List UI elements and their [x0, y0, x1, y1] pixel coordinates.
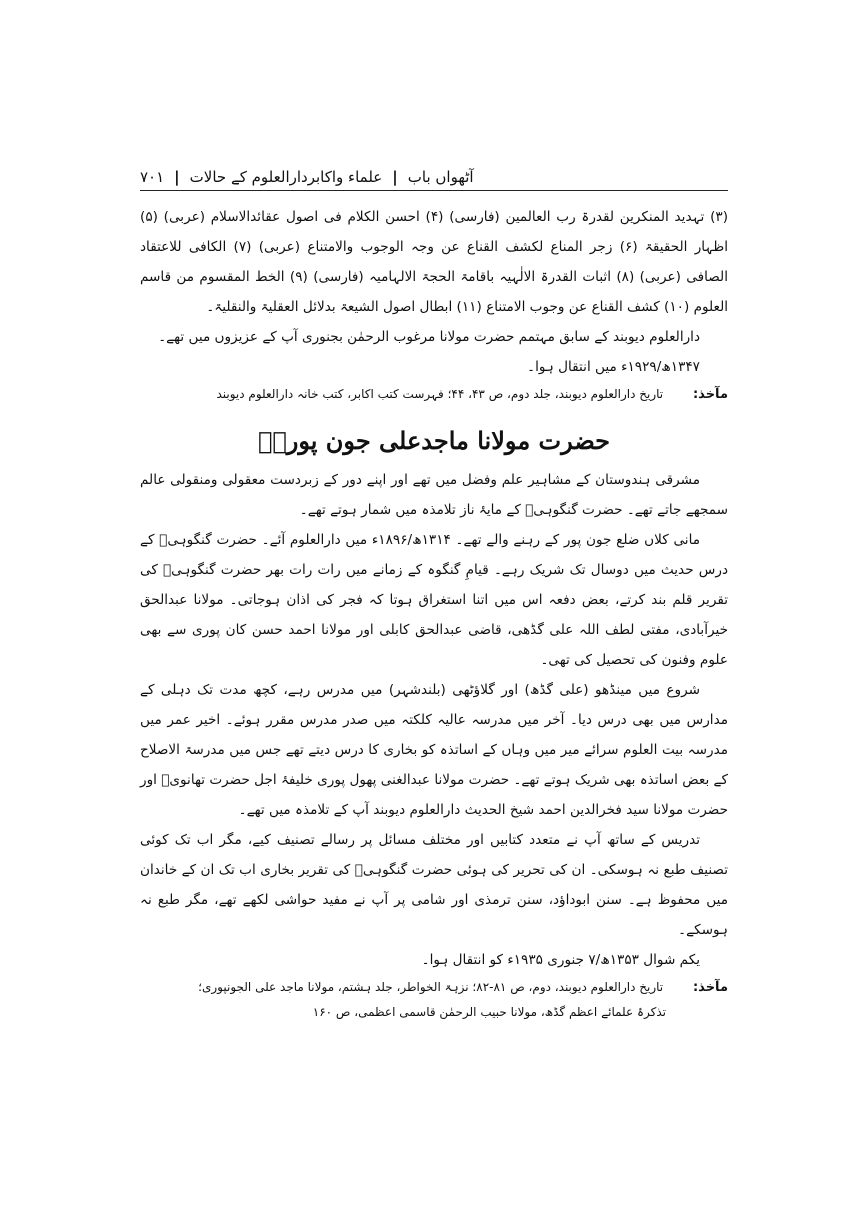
page-number: ۷۰۱: [140, 168, 165, 186]
works-list: (۳) تہدید المنکرین لقدرۃ رب العالمین (فارسی) (۴) احسن الکلام فی اصول عقائدالاسلام (عربی) (۵) اظہار الحقیقۃ (۶) زجر المناع لکشف القناع عن وجہ الوجوب والامتناع (عربی) (۷) الکافی للاعتقاد الصافی (عربی) (۸) اثبات القدرۃ الالٰہیہ باقامۃ الحجۃ الالہامیہ (فارسی) (۹) الخط المقسوم من قاسم العلوم (۱۰) کشف القناع عن وجوب الامتناع (۱۱) ابطال اصول الشیعۃ بدلائل العقلیۃ والنقلیۃ۔: [140, 209, 729, 315]
chapter-title: آٹھواں باب: [407, 168, 474, 186]
section-title: علماء واکابردارالعلوم کے حالات: [189, 168, 383, 186]
source-text: تاریخ دارالعلوم دیوبند، جلد دوم، ص ۴۳، ۴۴؛ فہرست کتب اکابر، کتب خانہ دارالعلوم دیوبند: [216, 387, 664, 401]
source-label: مآخذ:: [692, 387, 728, 402]
header-separator: |: [174, 168, 180, 186]
source-text: تاریخ دارالعلوم دیوبند، دوم، ص ۸۱-۸۲؛ نزہۃ الخواطر، جلد ہشتم، مولانا ماجد علی الجونپوری؛: [198, 980, 664, 994]
biography-paragraph: مشرقی ہندوستان کے مشاہیر علم وفضل میں تھے اور اپنے دور کے زبردست معقولی ومنقولی عالم سمجھے جاتے تھے۔ حضرت گنگوہیؒ کے مایۂ ناز تلامذہ میں شمار ہوتے تھے۔: [140, 472, 728, 518]
header-separator: |: [392, 168, 398, 186]
running-header: [140, 152, 728, 186]
source-note-continued: تذکرۂ علمائے اعظم گڈھ، مولانا حبیب الرحمٰن قاسمی اعظمی، ص ۱۶۰: [312, 1005, 666, 1019]
biography-paragraph: مانی کلاں ضلع جون پور کے رہنے والے تھے۔ ۱۳۱۴ھ/۱۸۹۶ء میں دارالعلوم آئے۔ حضرت گنگوہیؒ کے درس حدیث میں دوسال تک شریک رہے۔ قیامِ گنگوہ کے زمانے میں رات رات بھر حضرت گنگوہیؒ کی تقریر قلم بند کرتے، بعض دفعہ اس میں اتنا استغراق ہوتا کہ فجر کی اذان ہوجاتی۔ مولانا عبدالحق خیرآبادی، مفتی لطف اللہ علی گڈھی، قاضی عبدالحق کابلی اور مولانا احمد حسن کان پوری سے بھی علوم وفنون کی تحصیل کی تھی۔: [140, 532, 728, 668]
biography-paragraph: تدریس کے ساتھ آپ نے متعدد کتابیں اور مختلف مسائل پر رسالے تصنیف کیے، مگر اب تک کوئی تصنیف طبع نہ ہوسکی۔ ان کی تحریر کی ہوئی حضرت گنگوہیؒ کی تقریر بخاری اب تک ان کے خاندان میں محفوظ ہے۔ سنن ابوداؤد، سنن ترمذی اور شامی پر آپ نے مفید حواشی لکھے تھے، مگر طبع نہ ہوسکے۔: [140, 832, 728, 938]
death-line: یکم شوال ۱۳۵۳ھ/۷ جنوری ۱۹۳۵ء کو انتقال ہوا۔: [421, 952, 700, 968]
biography-paragraph: شروع میں مینڈھو (علی گڈھ) اور گلاؤٹھی (بلندشہر) میں مدرس رہے، کچھ مدت تک دہلی کے مدارس میں بھی درس دیا۔ آخر میں مدرسہ عالیہ کلکتہ میں صدر مدرس مقرر ہوئے۔ اخیر عمر میں مدرسہ بیت العلوم سرائے میر میں وہاں کے اساتذہ کو بخاری کا درس دیتے تھے جس میں مدرسۃ الاصلاح کے بعض اساتذہ بھی شریک ہوتے تھے۔ حضرت مولانا عبدالغنی پھول پوری خلیفۂ اجل حضرت تھانویؒ اور حضرت مولانا سید فخرالدین احمد شیخ الحدیث دارالعلوم دیوبند آپ کے تلامذہ میں تھے۔: [140, 682, 728, 818]
source-note: [140, 382, 728, 407]
source-note: [140, 975, 728, 1000]
page-body: [140, 202, 728, 1024]
header-rule: [140, 190, 728, 191]
section-heading: حضرت مولانا ماجدعلی جون پوریؒ: [257, 426, 611, 455]
death-line: ۱۳۴۷ھ/۱۹۲۹ء میں انتقال ہوا۔: [527, 359, 700, 375]
source-label: مآخذ:: [692, 980, 728, 995]
relation-paragraph: دارالعلوم دیوبند کے سابق مہتمم حضرت مولانا مرغوب الرحمٰن بجنوری آپ کے عزیزوں میں تھے۔: [158, 329, 700, 345]
